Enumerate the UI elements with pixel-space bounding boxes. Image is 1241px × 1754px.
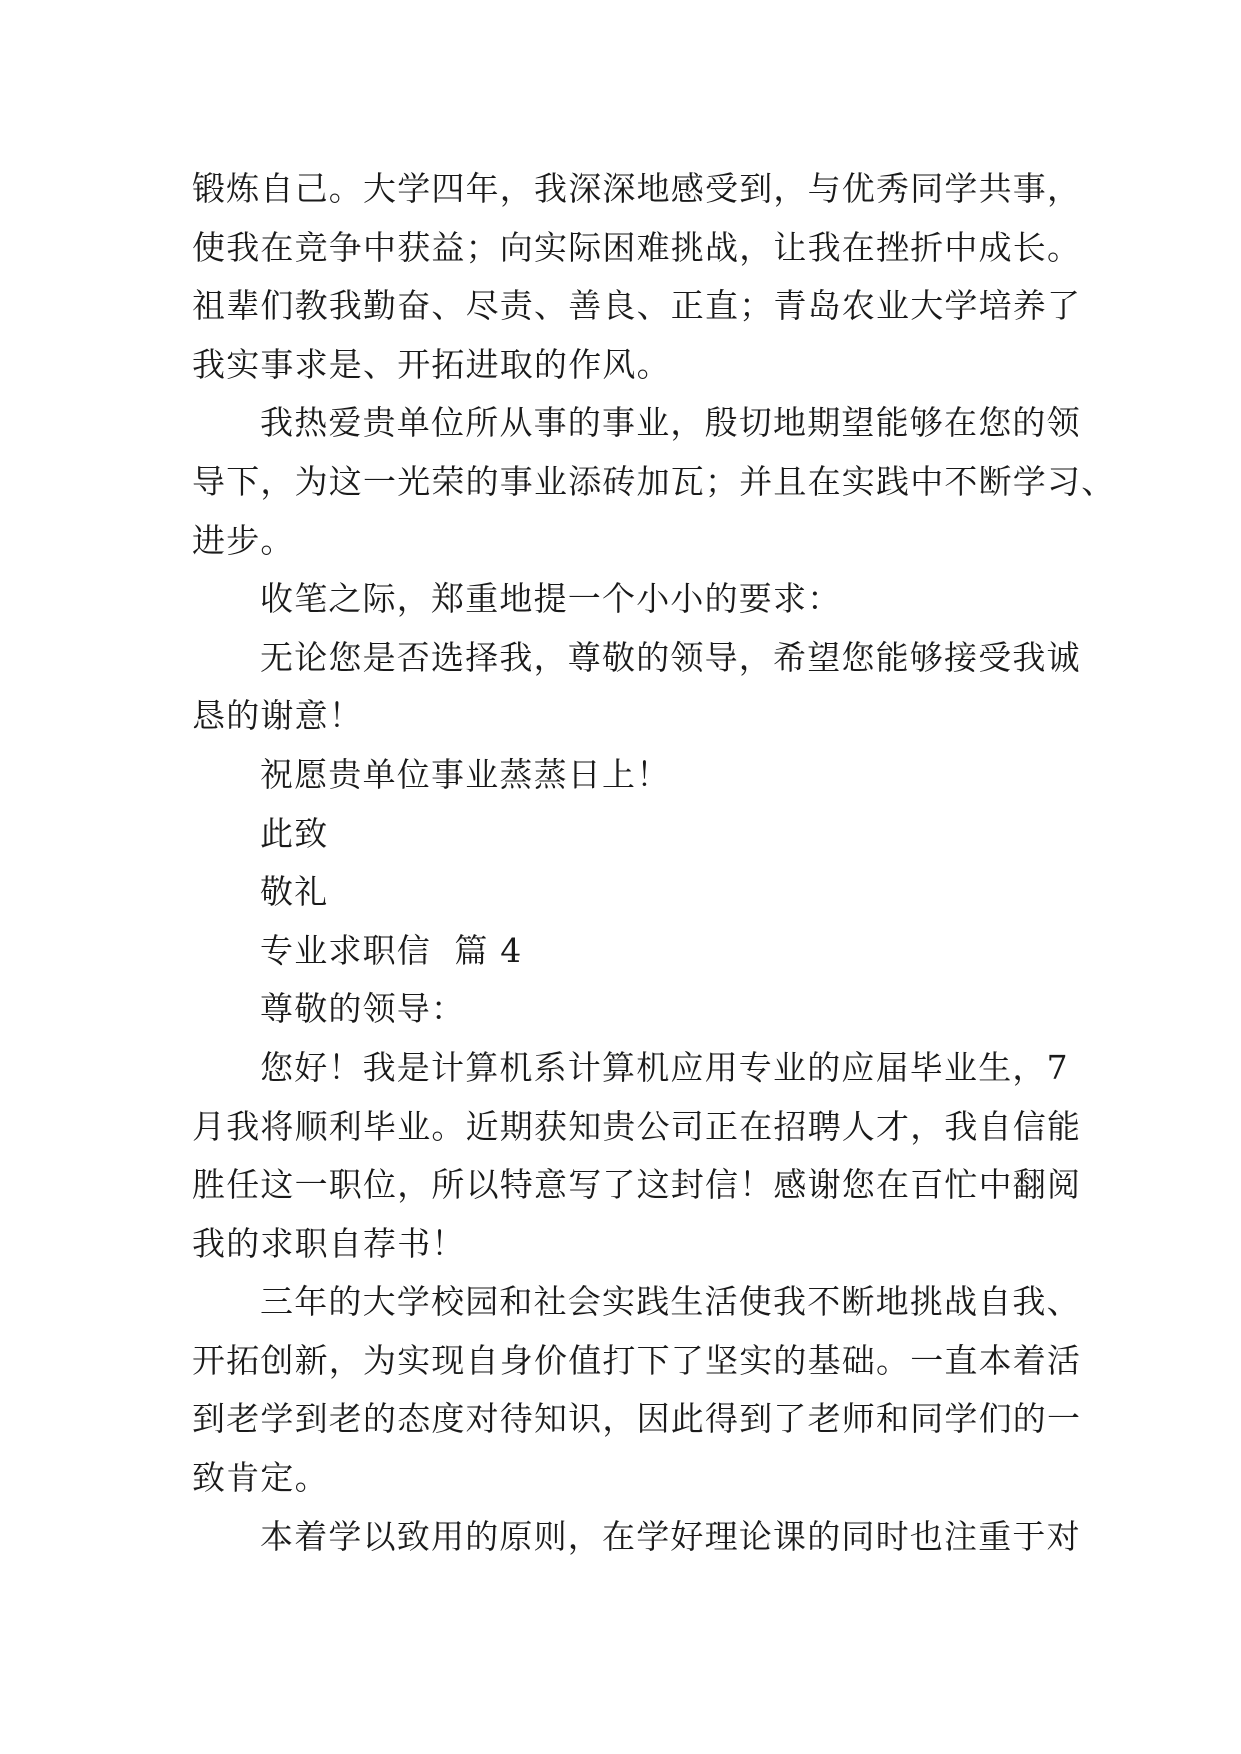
paragraph: [192, 922, 1192, 981]
paragraph: [192, 1508, 1192, 1567]
paragraph: [192, 394, 1192, 570]
text-line: 尊敬的领导：: [260, 989, 466, 1029]
text-line: 我的求职自荐书！: [192, 1223, 466, 1263]
text-line: 专业求职信 篇 4: [260, 930, 523, 970]
paragraph: [192, 629, 1192, 746]
text-line: 恳的谢意！: [192, 696, 363, 736]
paragraph: [192, 1039, 1192, 1273]
text-line: 收笔之际，郑重地提一个小小的要求：: [260, 579, 842, 619]
paragraph: [192, 1273, 1192, 1507]
text-line: 开拓创新，为实现自身价值打下了坚实的基础。一直本着活: [192, 1340, 1082, 1380]
paragraph: [192, 805, 1192, 864]
paragraph: [192, 570, 1192, 629]
text-line: 到老学到老的态度对待知识，因此得到了老师和同学们的一: [192, 1399, 1082, 1439]
text-line: 本着学以致用的原则，在学好理论课的同时也注重于对: [260, 1516, 1081, 1556]
text-line: 祖辈们教我勤奋、尽责、善良、正直；青岛农业大学培养了: [192, 286, 1082, 326]
text-line: 导下，为这一光荣的事业添砖加瓦；并且在实践中不断学习、: [192, 461, 1116, 501]
text-line: 月我将顺利毕业。近期获知贵公司正在招聘人才，我自信能: [192, 1106, 1082, 1146]
text-line: 我热爱贵单位所从事的事业，殷切地期望能够在您的领: [260, 403, 1081, 443]
text-line: 胜任这一职位，所以特意写了这封信！感谢您在百忙中翻阅: [192, 1165, 1082, 1205]
text-line: 敬礼: [260, 872, 329, 912]
text-line: 三年的大学校园和社会实践生活使我不断地挑战自我、: [260, 1282, 1081, 1322]
document-body-text: [192, 160, 1192, 1566]
text-line: 致肯定。: [192, 1458, 329, 1498]
paragraph: [192, 980, 1192, 1039]
text-line: 锻炼自己。大学四年，我深深地感受到，与优秀同学共事，: [192, 169, 1082, 208]
text-line: 此致: [260, 813, 329, 853]
text-line: 无论您是否选择我，尊敬的领导，希望您能够接受我诚: [260, 637, 1081, 677]
text-line: 祝愿贵单位事业蒸蒸日上！: [260, 754, 671, 794]
paragraph: [192, 160, 1192, 394]
paragraph: [192, 863, 1192, 922]
text-line: 使我在竞争中获益；向实际困难挑战，让我在挫折中成长。: [192, 227, 1082, 267]
text-line: 您好！我是计算机系计算机应用专业的应届毕业生，7: [260, 1047, 1069, 1087]
text-line: 进步。: [192, 520, 295, 560]
paragraph: [192, 746, 1192, 805]
text-line: 我实事求是、开拓进取的作风。: [192, 344, 671, 384]
